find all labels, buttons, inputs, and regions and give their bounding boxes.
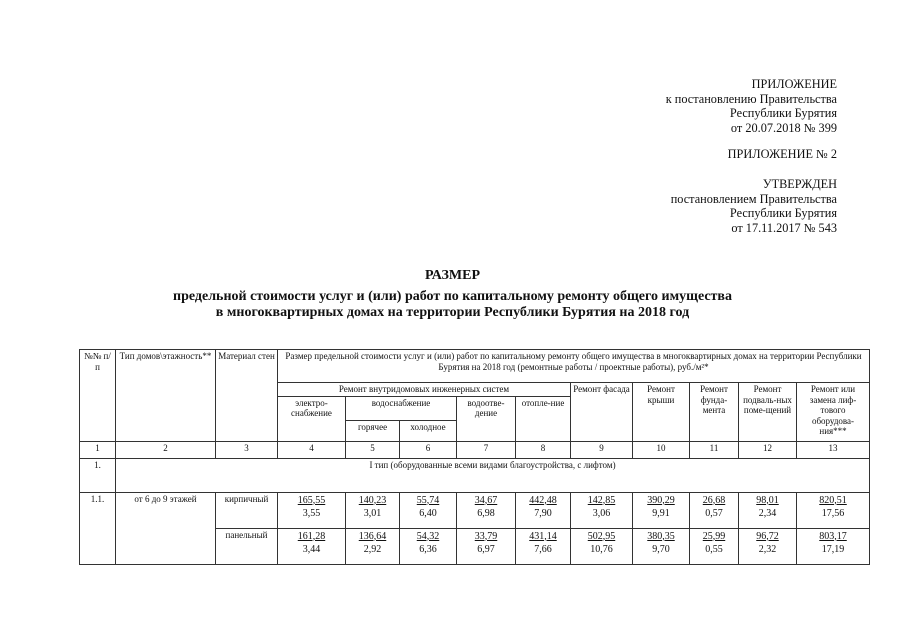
header-electricity: электро-снабжение xyxy=(278,396,346,441)
design-cost: 17,56 xyxy=(821,508,845,519)
design-cost: 9,70 xyxy=(652,544,670,555)
value-cell xyxy=(797,528,870,564)
repair-cost: 165,55 xyxy=(297,494,326,506)
header-cold-water: холодное xyxy=(400,420,457,441)
appendix-line-1: ПРИЛОЖЕНИЕ xyxy=(751,77,837,91)
header-roof: Ремонт крыши xyxy=(633,383,690,442)
appendix-line-3: Республики Бурятия xyxy=(729,106,837,121)
header-material: Материал стен xyxy=(216,350,278,442)
design-cost: 0,57 xyxy=(705,508,723,519)
value-cell xyxy=(346,492,400,528)
header-foundation: Ремонт фунда-мента xyxy=(690,383,739,442)
column-number: 4 xyxy=(278,441,346,458)
repair-cost: 380,35 xyxy=(647,530,675,542)
table-row xyxy=(80,492,870,528)
design-cost: 6,98 xyxy=(477,508,495,519)
design-cost: 6,97 xyxy=(477,544,495,555)
appendix-2-label: ПРИЛОЖЕНИЕ № 2 xyxy=(727,147,837,161)
header-num: №№ п/п xyxy=(80,350,116,442)
header-cost: Размер предельной стоимости услуг и (или) работ по капитальному ремонту общего имущества в многоквартирных домах на территории Республики Бурятия на 2018 год (ремонтные работы / проектные работы), руб./м²* xyxy=(278,350,870,383)
repair-cost: 98,01 xyxy=(756,494,779,506)
value-cell xyxy=(278,528,346,564)
repair-cost: 55,74 xyxy=(416,494,440,506)
material-cell: кирпичный xyxy=(216,492,278,528)
approved-line-3: Республики Бурятия xyxy=(729,206,837,221)
header-basement: Ремонт подваль-ных поме-щений xyxy=(739,383,797,442)
design-cost: 6,40 xyxy=(419,508,437,519)
design-cost: 3,55 xyxy=(302,508,321,519)
header-drainage: водоотве-дение xyxy=(457,396,516,441)
design-cost: 2,34 xyxy=(758,508,777,519)
column-number: 6 xyxy=(400,441,457,458)
value-cell xyxy=(797,492,870,528)
header-hot-water: горячее xyxy=(346,420,400,441)
section-label: I тип (оборудованные всеми видами благоустройства, с лифтом) xyxy=(116,458,870,492)
design-cost: 6,36 xyxy=(419,544,437,555)
header-elevator: Ремонт или замена лиф-тового оборудова-ния*** xyxy=(797,383,870,442)
value-cell xyxy=(633,528,690,564)
repair-cost: 34,67 xyxy=(474,494,498,506)
repair-cost: 442,48 xyxy=(529,494,557,506)
document-subtitle-1: предельной стоимости услуг и (или) работ по капитальному ремонту общего имущества xyxy=(173,289,732,304)
design-cost: 3,06 xyxy=(592,508,611,519)
approved-line-1: УТВЕРЖДЕН xyxy=(762,177,837,191)
design-cost: 17,19 xyxy=(821,544,845,555)
column-number: 10 xyxy=(633,441,690,458)
value-cell xyxy=(457,528,516,564)
appendix-line-4: от 20.07.2018 № 399 xyxy=(730,121,837,136)
column-number: 2 xyxy=(116,441,216,458)
repair-cost: 140,23 xyxy=(358,494,387,506)
subsection-floors: от 6 до 9 этажей xyxy=(116,492,216,564)
value-cell xyxy=(739,492,797,528)
value-cell xyxy=(633,492,690,528)
column-number: 3 xyxy=(216,441,278,458)
repair-cost: 25,99 xyxy=(702,530,726,542)
value-cell xyxy=(690,528,739,564)
header-type: Тип домов\этажность** xyxy=(116,350,216,442)
design-cost: 3,01 xyxy=(363,508,382,519)
column-number: 1 xyxy=(80,441,116,458)
design-cost: 0,55 xyxy=(705,544,723,555)
value-cell xyxy=(571,492,633,528)
repair-cost: 390,29 xyxy=(647,494,675,506)
approved-line-2: постановлением Правительства xyxy=(670,191,837,206)
column-number: 12 xyxy=(739,441,797,458)
repair-cost: 431,14 xyxy=(529,530,557,542)
design-cost: 3,44 xyxy=(302,544,321,555)
value-cell xyxy=(400,528,457,564)
repair-cost: 33,79 xyxy=(474,530,498,542)
header-facade: Ремонт фасада xyxy=(571,383,633,442)
repair-cost: 96,72 xyxy=(756,530,779,542)
appendix-2-block xyxy=(728,147,837,162)
value-cell xyxy=(400,492,457,528)
repair-cost: 136,64 xyxy=(358,530,387,542)
appendix-block xyxy=(666,77,837,136)
value-cell xyxy=(690,492,739,528)
design-cost: 2,92 xyxy=(363,544,382,555)
repair-cost: 142,85 xyxy=(587,494,616,506)
subsection-number: 1.1. xyxy=(80,492,116,564)
appendix-line-2: к постановлению Правительства xyxy=(665,91,837,106)
design-cost: 10,76 xyxy=(590,544,613,555)
repair-cost: 26,68 xyxy=(702,494,726,506)
cost-table xyxy=(79,349,870,565)
column-number: 8 xyxy=(516,441,571,458)
repair-cost: 161,28 xyxy=(297,530,326,542)
column-number: 7 xyxy=(457,441,516,458)
document-title: РАЗМЕР xyxy=(424,268,480,283)
repair-cost: 54,32 xyxy=(416,530,440,542)
design-cost: 9,91 xyxy=(652,508,670,519)
design-cost: 2,32 xyxy=(758,544,777,555)
value-cell xyxy=(278,492,346,528)
column-number: 9 xyxy=(571,441,633,458)
value-cell xyxy=(516,492,571,528)
value-cell xyxy=(571,528,633,564)
repair-cost: 820,51 xyxy=(819,494,847,506)
header-internal-systems: Ремонт внутридомовых инженерных систем xyxy=(278,383,571,397)
repair-cost: 803,17 xyxy=(819,530,847,542)
value-cell xyxy=(457,492,516,528)
approved-line-4: от 17.11.2017 № 543 xyxy=(731,221,837,236)
value-cell xyxy=(346,528,400,564)
material-cell: панельный xyxy=(216,528,278,564)
header-heating: отопле-ние xyxy=(516,396,571,441)
column-number: 5 xyxy=(346,441,400,458)
header-water: водоснабжение xyxy=(346,396,457,420)
value-cell xyxy=(516,528,571,564)
value-cell xyxy=(739,528,797,564)
design-cost: 7,90 xyxy=(534,508,552,519)
repair-cost: 502,95 xyxy=(587,530,616,542)
approved-block xyxy=(671,177,837,236)
column-number: 13 xyxy=(797,441,870,458)
document-subtitle-2: в многоквартирных домах на территории Республики Бурятия на 2018 год xyxy=(215,305,690,320)
column-number: 11 xyxy=(690,441,739,458)
design-cost: 7,66 xyxy=(534,544,552,555)
section-number: 1. xyxy=(80,458,116,492)
